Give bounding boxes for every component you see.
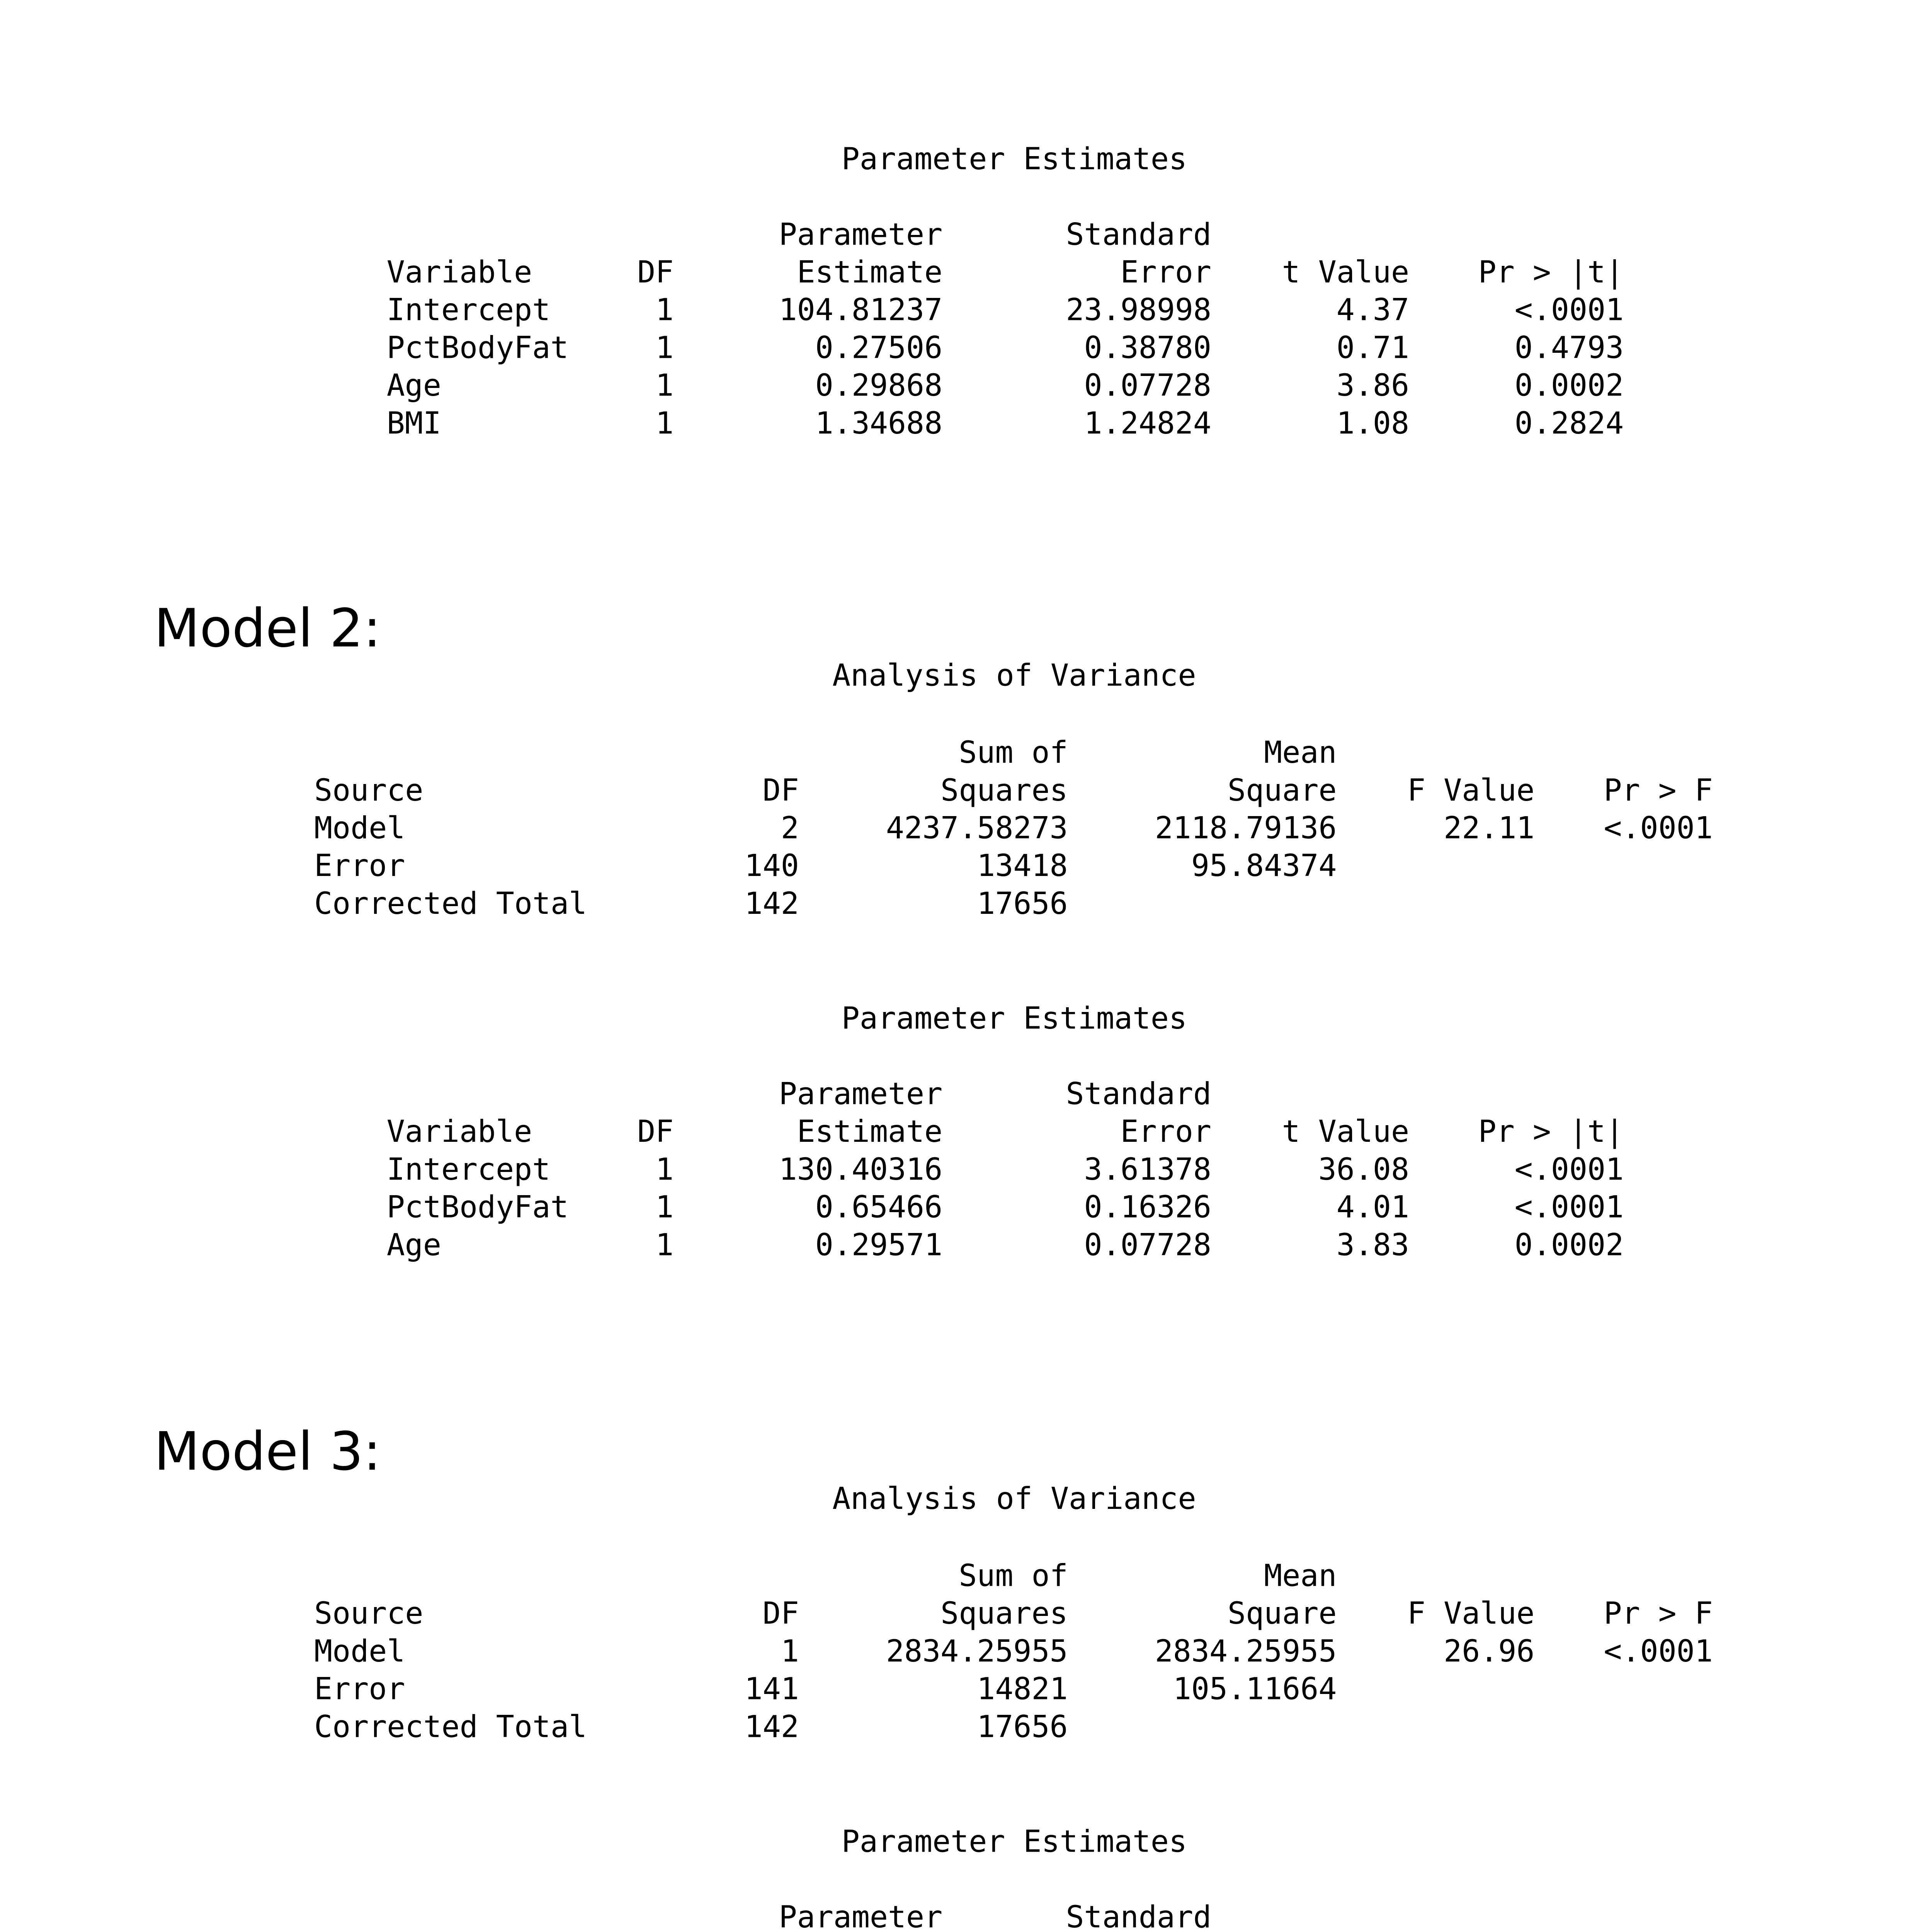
table-cell: 0.2824 xyxy=(1514,405,1624,441)
table-cell: 0.0002 xyxy=(1514,367,1624,403)
anova-title: Analysis of Variance xyxy=(832,1480,1196,1517)
table-cell: 0.65466 xyxy=(815,1189,943,1225)
table-cell: 141 xyxy=(744,1670,799,1707)
table-cell: 1 xyxy=(655,367,674,403)
col-header: DF xyxy=(637,253,674,290)
table-cell: 13418 xyxy=(977,847,1068,884)
col-header: Sum of xyxy=(959,1557,1068,1594)
col-header: Mean xyxy=(1264,1557,1337,1594)
table-cell: 142 xyxy=(744,885,799,922)
model-3-heading: Model 3: xyxy=(154,1423,381,1483)
col-header: Pr > |t| xyxy=(1478,253,1624,290)
col-header: Variable xyxy=(386,1113,532,1150)
table-cell: <.0001 xyxy=(1604,1633,1713,1669)
table-cell: 1 xyxy=(655,291,674,328)
table-cell: 95.84374 xyxy=(1191,847,1337,884)
col-header: Squares xyxy=(940,772,1068,808)
col-header: DF xyxy=(762,1595,799,1631)
table-cell: <.0001 xyxy=(1604,810,1713,846)
table-cell: 26.96 xyxy=(1444,1633,1535,1669)
col-header: DF xyxy=(762,772,799,808)
col-header: Error xyxy=(1120,1113,1212,1150)
col-header: Parameter xyxy=(779,216,943,252)
parameter-estimates-title: Parameter Estimates xyxy=(841,1000,1187,1036)
table-cell: Error xyxy=(314,847,405,884)
table-cell: 1 xyxy=(781,1633,799,1669)
col-header: Estimate xyxy=(797,1113,943,1150)
table-cell: BMI xyxy=(386,405,441,441)
anova-title: Analysis of Variance xyxy=(832,657,1196,694)
col-header: Error xyxy=(1120,253,1212,290)
table-cell: <.0001 xyxy=(1514,291,1624,328)
table-cell: 4.37 xyxy=(1336,291,1410,328)
table-cell: PctBodyFat xyxy=(386,329,569,366)
col-header: F Value xyxy=(1407,1595,1535,1631)
table-cell: 1.24824 xyxy=(1084,405,1212,441)
table-cell: 3.86 xyxy=(1336,367,1410,403)
table-cell: 17656 xyxy=(977,885,1068,922)
table-cell: 2834.25955 xyxy=(1155,1633,1337,1669)
table-cell: 142 xyxy=(744,1708,799,1745)
table-cell: 2 xyxy=(781,810,799,846)
table-cell: Corrected Total xyxy=(314,885,587,922)
table-cell: 2834.25955 xyxy=(886,1633,1068,1669)
col-header: Standard xyxy=(1066,1898,1212,1932)
table-cell: Corrected Total xyxy=(314,1708,587,1745)
table-cell: 0.16326 xyxy=(1084,1189,1212,1225)
table-cell: 1 xyxy=(655,1151,674,1187)
col-header: Estimate xyxy=(797,253,943,290)
table-cell: Age xyxy=(386,1226,441,1263)
col-header: Mean xyxy=(1264,734,1337,770)
table-cell: 22.11 xyxy=(1444,810,1535,846)
col-header: Pr > F xyxy=(1604,1595,1713,1631)
table-cell: 140 xyxy=(744,847,799,884)
table-cell: 1 xyxy=(655,329,674,366)
col-header: Variable xyxy=(386,253,532,290)
table-cell: Age xyxy=(386,367,441,403)
table-cell: 1.08 xyxy=(1336,405,1410,441)
table-cell: 17656 xyxy=(977,1708,1068,1745)
table-cell: 0.27506 xyxy=(815,329,943,366)
table-cell: 105.11664 xyxy=(1173,1670,1337,1707)
table-cell: 2118.79136 xyxy=(1155,810,1337,846)
col-header: Source xyxy=(314,1595,423,1631)
col-header: Squares xyxy=(940,1595,1068,1631)
table-cell: 0.4793 xyxy=(1514,329,1624,366)
table-cell: Intercept xyxy=(386,1151,551,1187)
table-cell: 0.29571 xyxy=(815,1226,943,1263)
table-cell: 1.34688 xyxy=(815,405,943,441)
col-header: F Value xyxy=(1407,772,1535,808)
table-cell: 1 xyxy=(655,1189,674,1225)
col-header: Sum of xyxy=(959,734,1068,770)
table-cell: 0.0002 xyxy=(1514,1226,1624,1263)
col-header: t Value xyxy=(1282,253,1410,290)
col-header: Standard xyxy=(1066,216,1212,252)
table-cell: 0.07728 xyxy=(1084,367,1212,403)
table-cell: 14821 xyxy=(977,1670,1068,1707)
table-cell: 130.40316 xyxy=(779,1151,943,1187)
col-header: Standard xyxy=(1066,1075,1212,1112)
col-header: Pr > |t| xyxy=(1478,1113,1624,1150)
table-cell: Model xyxy=(314,1633,405,1669)
col-header: Parameter xyxy=(779,1898,943,1932)
table-cell: <.0001 xyxy=(1514,1189,1624,1225)
table-cell: 4.01 xyxy=(1336,1189,1410,1225)
table-cell: Error xyxy=(314,1670,405,1707)
parameter-estimates-title: Parameter Estimates xyxy=(841,140,1187,177)
table-cell: 36.08 xyxy=(1318,1151,1410,1187)
table-cell: 4237.58273 xyxy=(886,810,1068,846)
col-header: Square xyxy=(1228,1595,1337,1631)
table-cell: Model xyxy=(314,810,405,846)
table-cell: 0.38780 xyxy=(1084,329,1212,366)
col-header: t Value xyxy=(1282,1113,1410,1150)
table-cell: 3.61378 xyxy=(1084,1151,1212,1187)
table-cell: 1 xyxy=(655,405,674,441)
table-cell: 0.71 xyxy=(1336,329,1410,366)
table-cell: 104.81237 xyxy=(779,291,943,328)
table-cell: 0.07728 xyxy=(1084,1226,1212,1263)
col-header: Parameter xyxy=(779,1075,943,1112)
table-cell: <.0001 xyxy=(1514,1151,1624,1187)
table-cell: PctBodyFat xyxy=(386,1189,569,1225)
table-cell: Intercept xyxy=(386,291,551,328)
col-header: Square xyxy=(1228,772,1337,808)
col-header: Pr > F xyxy=(1604,772,1713,808)
table-cell: 3.83 xyxy=(1336,1226,1410,1263)
parameter-estimates-title: Parameter Estimates xyxy=(841,1823,1187,1859)
col-header: DF xyxy=(637,1113,674,1150)
model-2-heading: Model 2: xyxy=(154,599,381,660)
table-cell: 0.29868 xyxy=(815,367,943,403)
col-header: Source xyxy=(314,772,423,808)
table-cell: 23.98998 xyxy=(1066,291,1212,328)
table-cell: 1 xyxy=(655,1226,674,1263)
